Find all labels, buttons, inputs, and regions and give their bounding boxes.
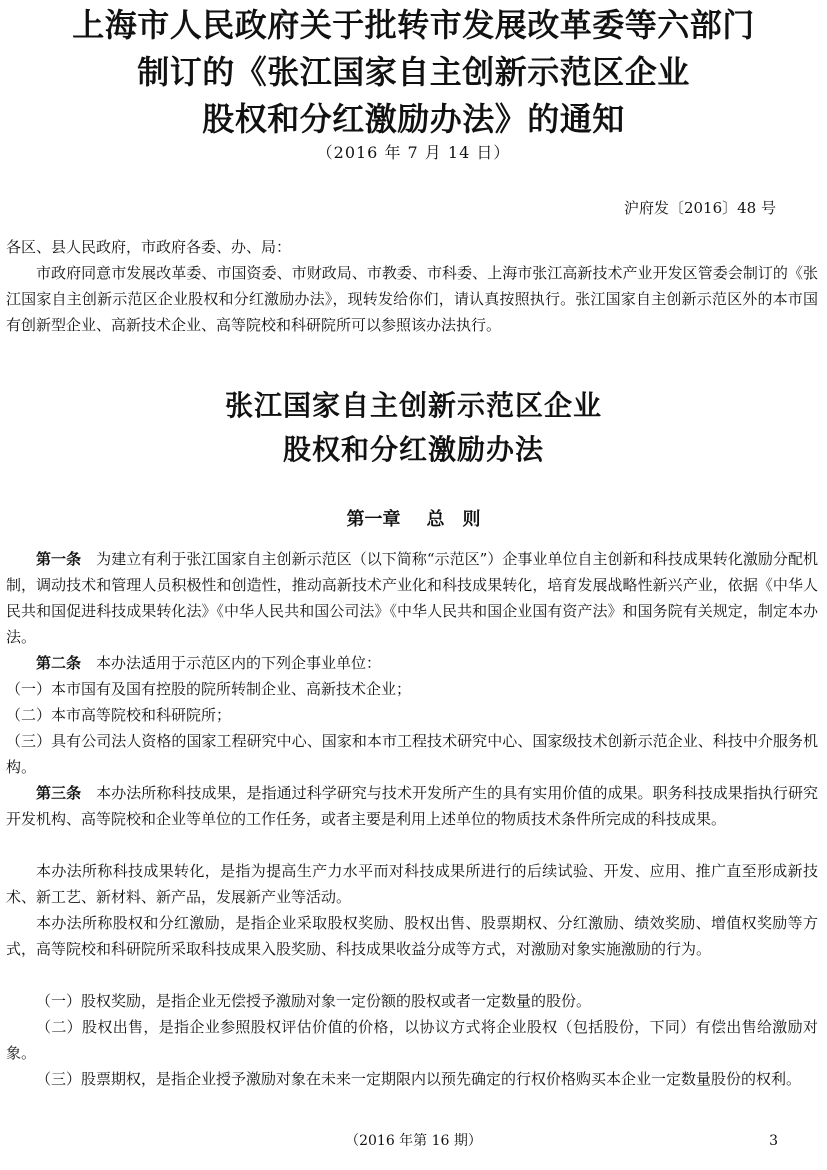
article-2 [6,650,818,676]
notice-body: 市政府同意市发展改革委、市国资委、市财政局、市教委、市科委、上海市张江高新技术产业开发区管委会制订的《张江国家自主创新示范区企业股权和分红激励办法》，现转发给你们，请认真按照执行。张江国家自主创新示范区外的本市国有创新型企业、高新技术企业、高等院校和科研院所可以参照该办法执行。 [6,264,818,334]
article-1-label: 第一条 [36,550,82,568]
article-2-item-2: （二）本市高等院校和科研院所； [6,706,232,724]
notice-title-line-1: 上海市人民政府关于批转市发展改革委等六部门 [72,6,755,44]
notice-date: （2016 年 7 月 14 日） [316,143,511,162]
article-2-item-1: （一）本市国有及国有控股的院所转制企业、高新技术企业； [6,680,412,698]
document-number: 沪府发〔2016〕48 号 [623,199,776,217]
article-3-text: 本办法所称科技成果，是指通过科学研究与技术开发所产生的具有实用价值的成果。职务科技成果指执行研究开发机构、高等院校和企业等单位的工作任务，或者主要是利用上述单位的物质技术条件所完成的科技成果。 [6,784,818,828]
law-title-line-1: 张江国家自主创新示范区企业 [224,389,602,422]
chapter-label: 第一章 [346,509,401,530]
notice-title-line-3: 股权和分红激励办法》的通知 [202,100,625,138]
article-2-item-3: （三）具有公司法人资格的国家工程研究中心、国家和本市工程技术研究中心、国家级技术创新示范企业、科技中介服务机构。 [6,732,818,776]
article-3-label: 第三条 [36,784,82,802]
paragraph-transformation: 本办法所称科技成果转化，是指为提高生产力水平而对科技成果所进行的后续试验、开发、应用、推广直至形成新技术、新工艺、新材料、新产品，发展新产业等活动。 [6,862,818,906]
article-1 [6,546,818,650]
chapter-heading [0,506,827,534]
article-3 [6,780,818,832]
item-stock-option: （三）股票期权，是指企业授予激励对象在未来一定期限内以预先确定的行权价格购买本企业一定数量股份的权利。 [36,1070,802,1088]
footer-issue: （2016 年第 16 期） [345,1133,482,1149]
item-equity-reward: （一）股权奖励，是指企业无偿授予激励对象一定份额的股权或者一定数量的股份。 [36,992,592,1010]
chapter-name: 总 则 [426,509,481,530]
law-title-line-2: 股权和分红激励办法 [282,433,544,466]
addressee: 各区、县人民政府，市政府各委、办、局： [6,238,292,256]
article-1-text: 为建立有利于张江国家自主创新示范区（以下简称“示范区”）企事业单位自主创新和科技成果转化激励分配机制，调动技术和管理人员积极性和创造性，推动高新技术产业化和科技成果转化，培育发展战略性新兴产业，依据《中华人民共和国促进科技成果转化法》《中华人民共和国公司法》《中华人民共和国企业国有资产法》和国务院有关规定，制定本办法。 [6,550,818,646]
article-2-text: 本办法适用于示范区内的下列企事业单位： [96,654,382,672]
article-2-label: 第二条 [36,654,82,672]
page-number: 3 [769,1133,778,1149]
paragraph-incentive: 本办法所称股权和分红激励，是指企业采取股权奖励、股权出售、股票期权、分红激励、绩效奖励、增值权奖励等方式，高等院校和科研院所采取科技成果入股奖励、科技成果收益分成等方式，对激励对象实施激励的行为。 [6,914,818,958]
notice-title-line-2: 制订的《张江国家自主创新示范区企业 [137,53,690,91]
item-equity-sale: （二）股权出售，是指企业参照股权评估价值的价格，以协议方式将企业股权（包括股份，下同）有偿出售给激励对象。 [6,1018,818,1062]
